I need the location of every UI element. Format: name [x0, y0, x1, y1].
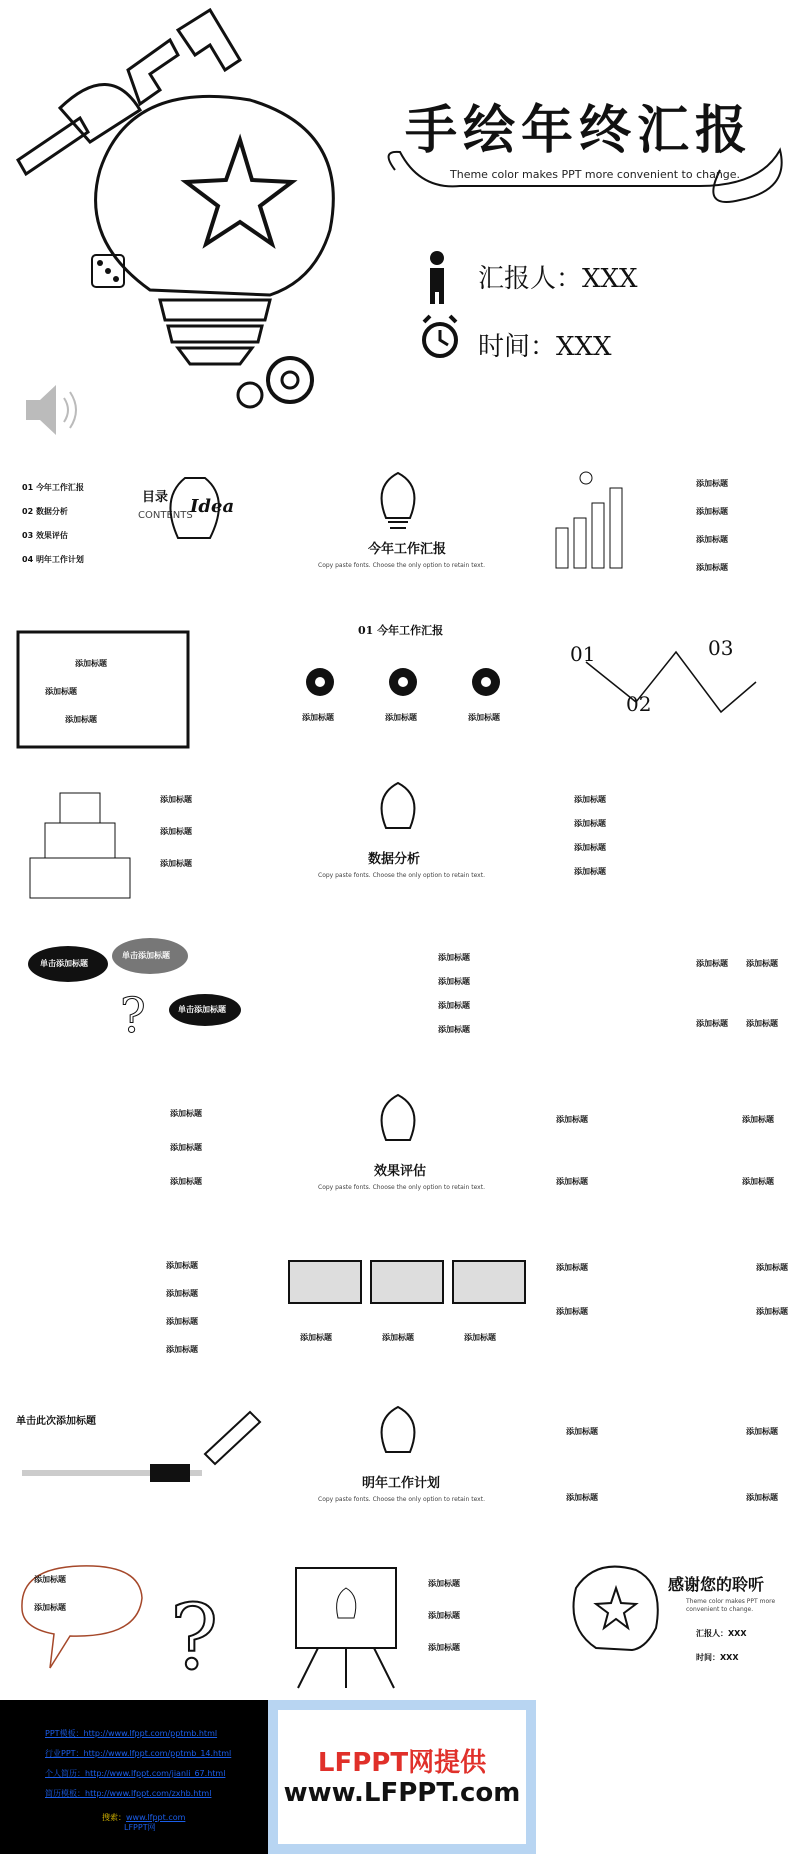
speech-bubble-slide[interactable] [10, 1548, 265, 1693]
contents-item-1: 01 今年工作汇报 [22, 483, 84, 492]
easel-slide[interactable] [278, 1548, 533, 1693]
add-title-ah: 添加标题 [566, 1427, 598, 1436]
add-title-1: 添加标题 [696, 479, 728, 488]
add-title-ad: 添加标题 [556, 1263, 588, 1272]
add-title-3: 添加标题 [696, 535, 728, 544]
add-title-n: 添加标题 [438, 1025, 470, 1034]
footer-search[interactable]: 搜索：www.lfppt.com [102, 1813, 186, 1822]
add-title-u: 添加标题 [170, 1177, 202, 1186]
add-title-al: 添加标题 [34, 1575, 66, 1584]
section-title-1: 今年工作汇报 [368, 542, 447, 557]
banner-title: 01 今年工作汇报 [358, 624, 444, 637]
cloud-illustration [10, 922, 265, 1067]
photo-label-3: 添加标题 [464, 1333, 496, 1342]
bulb-icon-4 [278, 1392, 533, 1537]
footer-link-4[interactable]: 简历模板：http://www.lfppt.com/zxhb.html [45, 1789, 212, 1798]
step-03: 03 [708, 636, 734, 660]
cover-title: 手绘年终汇报 [405, 100, 754, 161]
zigzag-line [546, 612, 801, 757]
footer-link-3[interactable]: 个人简历：http://www.lfppt.com/jianli_67.html [45, 1769, 226, 1778]
money-blocks-slide[interactable] [10, 768, 265, 913]
add-title-k: 添加标题 [438, 953, 470, 962]
section-title-3: 效果评估 [374, 1164, 427, 1179]
thanks-time: 时间：XXX [696, 1653, 739, 1662]
thanks-reporter: 汇报人：XXX [696, 1629, 747, 1638]
section-body-4: Copy paste fonts. Choose the only option to retain text. [318, 1496, 485, 1503]
add-title-f: 添加标题 [160, 859, 192, 868]
contents-item-4: 04 明年工作计划 [22, 555, 84, 564]
brand-line-2: www.LFPPT.com [283, 1778, 521, 1808]
add-title-af: 添加标题 [556, 1307, 588, 1316]
add-title-w: 添加标题 [742, 1115, 774, 1124]
section-body-3: Copy paste fonts. Choose the only option to retain text. [318, 1184, 485, 1191]
section-slide-4[interactable] [278, 1392, 533, 1537]
add-title-ak: 添加标题 [746, 1493, 778, 1502]
add-title-p: 添加标题 [746, 959, 778, 968]
brand-box [278, 1710, 526, 1844]
add-title-t: 添加标题 [170, 1143, 202, 1152]
add-title-x: 添加标题 [556, 1177, 588, 1186]
idea-word: Idea [190, 496, 235, 517]
section-title-4: 明年工作计划 [362, 1476, 441, 1491]
gear-label-2: 添加标题 [385, 713, 417, 722]
photo-label-2: 添加标题 [382, 1333, 414, 1342]
photo-2 [370, 1260, 444, 1304]
add-title-m: 添加标题 [438, 1001, 470, 1010]
photo-1 [288, 1260, 362, 1304]
chart-person-slide[interactable] [546, 458, 801, 603]
building-slide[interactable] [546, 1236, 801, 1381]
add-title-h: 添加标题 [574, 819, 606, 828]
contents-title-cn: 目录 [142, 490, 169, 505]
add-title-ac: 添加标题 [166, 1345, 198, 1354]
gear-label-1: 添加标题 [302, 713, 334, 722]
steps-slide[interactable] [546, 612, 801, 757]
section-slide-1[interactable] [278, 458, 533, 603]
photos-slide[interactable] [278, 1236, 533, 1381]
add-title-ai: 添加标题 [746, 1427, 778, 1436]
question-man-slide[interactable] [10, 1236, 265, 1381]
add-title-j: 添加标题 [574, 867, 606, 876]
add-title-e: 添加标题 [160, 827, 192, 836]
add-title-aj: 添加标题 [566, 1493, 598, 1502]
add-title-r: 添加标题 [746, 1019, 778, 1028]
footer-link-1[interactable]: PPT模板：http://www.lfppt.com/pptmb.html [45, 1729, 218, 1738]
cloud-slide[interactable] [10, 922, 265, 1067]
add-title-o: 添加标题 [696, 959, 728, 968]
add-title-ao: 添加标题 [428, 1611, 460, 1620]
add-title-c: 添加标题 [65, 715, 97, 724]
contents-bulb-icon [10, 458, 265, 603]
money-blocks-illustration [10, 768, 265, 913]
cover-subtitle: Theme color makes PPT more convenient to change. [450, 168, 741, 181]
contents-item-3: 03 效果评估 [22, 531, 68, 540]
gears-slide[interactable] [278, 612, 533, 757]
add-title-z: 添加标题 [166, 1261, 198, 1270]
footer-site-tag[interactable]: LFPPT网 [124, 1823, 156, 1832]
click-add-2: 单击添加标题 [122, 951, 170, 960]
add-title-l: 添加标题 [438, 977, 470, 986]
thanks-title: 感谢您的聆听 [668, 1575, 765, 1594]
time-label: 时间：XXX [478, 332, 612, 362]
add-title-ae: 添加标题 [756, 1263, 788, 1272]
photo-label-1: 添加标题 [300, 1333, 332, 1342]
pencil-slide[interactable] [10, 1392, 265, 1537]
bulb-icon-3 [278, 1080, 533, 1225]
target-slide[interactable] [546, 922, 801, 1067]
click-add-here: 单击此次添加标题 [16, 1416, 96, 1427]
add-title-an: 添加标题 [428, 1579, 460, 1588]
add-title-s: 添加标题 [170, 1109, 202, 1118]
section-body-1: Copy paste fonts. Choose the only option to retain text. [318, 562, 485, 569]
cover-slide [0, 0, 805, 440]
add-title-ab: 添加标题 [166, 1317, 198, 1326]
contents-title-en: CONTENTS [138, 510, 193, 521]
lamp-slide[interactable] [10, 1080, 265, 1225]
contents-slide[interactable] [10, 458, 265, 603]
add-title-y: 添加标题 [742, 1177, 774, 1186]
contents-item-2: 02 数据分析 [22, 507, 68, 516]
add-title-v: 添加标题 [556, 1115, 588, 1124]
thanks-slide[interactable] [546, 1548, 801, 1693]
add-title-g: 添加标题 [574, 795, 606, 804]
add-title-4: 添加标题 [696, 563, 728, 572]
step-01: 01 [570, 642, 596, 666]
numbered-list-slide[interactable] [278, 922, 533, 1067]
add-title-d: 添加标题 [160, 795, 192, 804]
footer [0, 1700, 805, 1854]
add-title-a: 添加标题 [75, 659, 107, 668]
add-title-i: 添加标题 [574, 843, 606, 852]
clipboard-illustration [10, 612, 265, 757]
section-title-2: 数据分析 [368, 852, 421, 867]
add-title-2: 添加标题 [696, 507, 728, 516]
cover-illustration [0, 0, 805, 440]
clip-board-slide[interactable] [10, 612, 265, 757]
easel-illustration [278, 1548, 533, 1693]
add-title-q: 添加标题 [696, 1019, 728, 1028]
section-slide-2[interactable] [278, 768, 533, 913]
flying-man-slide[interactable] [546, 1080, 801, 1225]
add-title-b: 添加标题 [45, 687, 77, 696]
section-body-2: Copy paste fonts. Choose the only option to retain text. [318, 872, 485, 879]
photo-3 [452, 1260, 526, 1304]
section-slide-3[interactable] [278, 1080, 533, 1225]
thanks-subtitle: Theme color makes PPT more convenient to change. [686, 1598, 776, 1613]
bulb-icon [278, 458, 533, 603]
add-title-aa: 添加标题 [166, 1289, 198, 1298]
svg-text:?: ? [120, 988, 146, 1044]
click-add-1: 单击添加标题 [40, 959, 88, 968]
brand-line-1: LFPPT网提供 [317, 1748, 487, 1778]
footer-link-2[interactable]: 行业PPT：http://www.lfppt.com/pptmb_14.html [45, 1749, 232, 1758]
gear-label-3: 添加标题 [468, 713, 500, 722]
brand-panel [268, 1700, 536, 1854]
thanks-bulb-illustration [546, 1548, 801, 1693]
add-title-ag: 添加标题 [756, 1307, 788, 1316]
runner-slide[interactable] [546, 768, 801, 913]
add-title-ap: 添加标题 [428, 1643, 460, 1652]
bar-person-illustration [546, 458, 801, 603]
coins-slide[interactable] [546, 1392, 801, 1537]
bubble-illustration [10, 1548, 265, 1693]
svg-text:?: ? [170, 1585, 219, 1690]
bulb-icon-2 [278, 768, 533, 913]
click-add-3: 单击添加标题 [178, 1005, 226, 1014]
reporter-label: 汇报人：XXX [478, 264, 638, 294]
link-panel [0, 1700, 268, 1854]
add-title-am: 添加标题 [34, 1603, 66, 1612]
step-02: 02 [626, 692, 652, 716]
